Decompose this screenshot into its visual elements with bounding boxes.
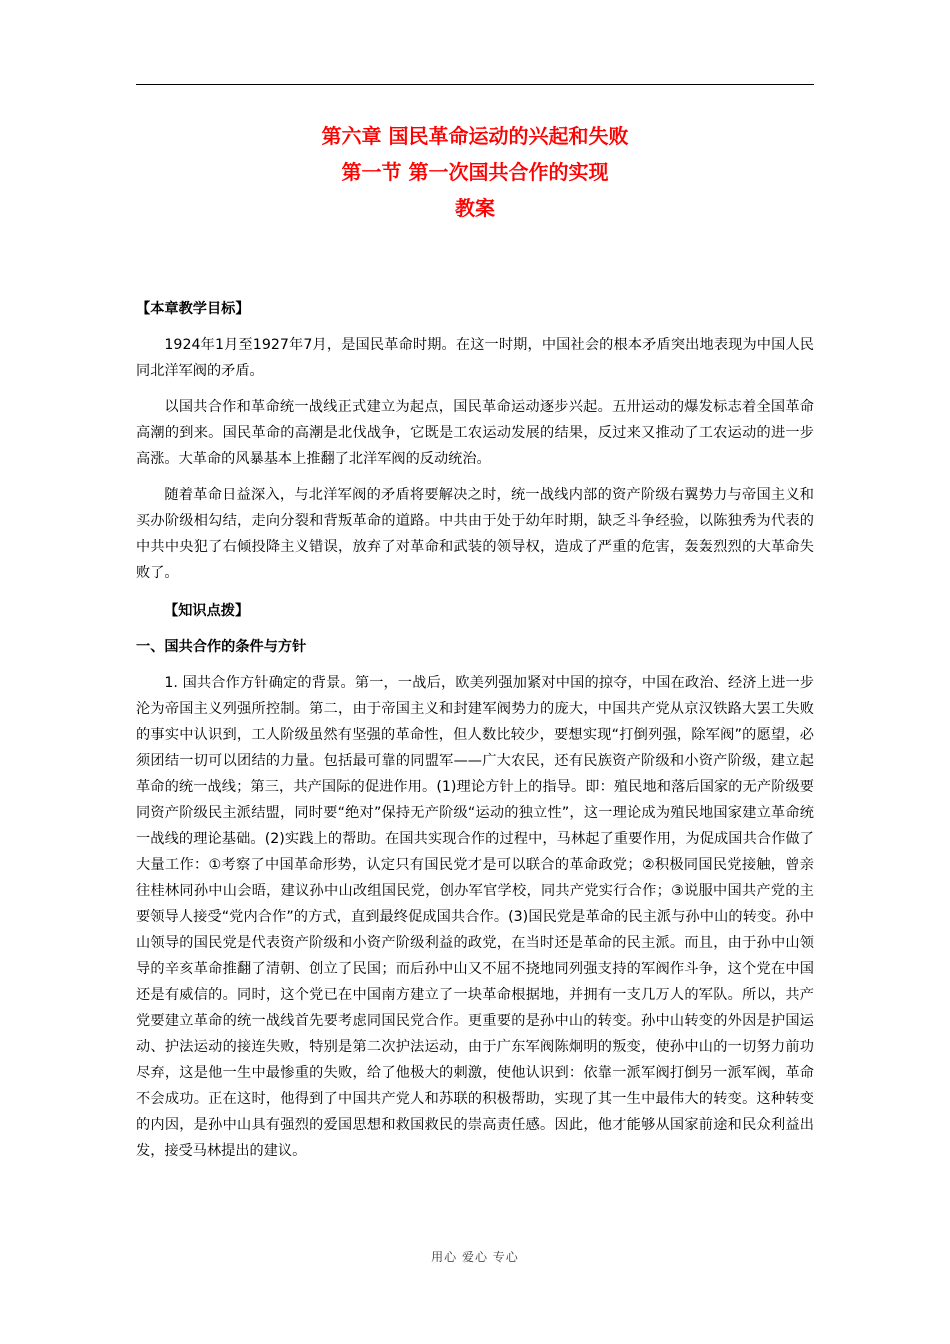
knowledge-heading: 【知识点拨】: [164, 603, 250, 619]
objectives-paragraph-3: 随着革命日益深入，与北洋军阀的矛盾将要解决之时，统一战线内部的资产阶级右翼势力与帝国主义和买办阶级相勾结，走向分裂和背叛革命的道路。中共由于处于幼年时期，缺乏斗争经验，以陈独秀为代表的中共中央犯了右倾投降主义错误，放弃了对革命和武装的领导权，造成了严重的危害，轰轰烈烈的大革命失败了。: [136, 487, 814, 581]
doc-type-title: 教案: [455, 196, 495, 220]
page-footer: 用心 爱心 专心: [431, 1250, 519, 1264]
objectives-paragraph-2: 以国共合作和革命统一战线正式建立为起点，国民革命运动逐步兴起。五卅运动的爆发标志着全国革命高潮的到来。国民革命的高潮是北伐战争，它既是工农运动发展的结果，反过来又推动了工农运动的进一步高涨。大革命的风暴基本上推翻了北洋军阀的反动统治。: [136, 399, 814, 467]
header-rule: [136, 84, 814, 85]
point-1-paragraph: 1. 国共合作方针确定的背景。第一，一战后，欧美列强加紧对中国的掠夺，中国在政治、经济上进一步沦为帝国主义列强所控制。第二，由于帝国主义和封建军阀势力的庞大，中国共产党从京汉铁路大罢工失败的事实中认识到，工人阶级虽然有坚强的革命性，但人数比较少，要想实现“打倒列强，除军阀”的愿望，必须团结一切可以团结的力量。包括最可靠的同盟军——广大农民，还有民族资产阶级和小资产阶级，建立起革命的统一战线；第三，共产国际的促进作用。(1)理论方针上的指导。即：殖民地和落后国家的无产阶级要同资产阶级民主派结盟，同时要“绝对”保持无产阶级“运动的独立性”，这一理论成为殖民地国家建立革命统一战线的理论基础。(2)实践上的帮助。在国共实现合作的过程中，马林起了重要作用，为促成国共合作做了大量工作：①考察了中国革命形势，认定只有国民党才是可以联合的革命政党；②积极同国民党接触，曾亲往桂林同孙中山会晤，建议孙中山改组国民党，创办军官学校，同共产党实行合作；③说服中国共产党的主要领导人接受“党内合作”的方式，直到最终促成国共合作。(3)国民党是革命的民主派与孙中山的转变。孙中山领导的国民党是代表资产阶级和小资产阶级利益的政党，在当时还是革命的民主派。而且，由于孙中山领导的辛亥革命推翻了清朝、创立了民国；而后孙中山又不屈不挠地同列强支持的军阀作斗争，这个党在中国还是有威信的。同时，这个党已在中国南方建立了一块革命根据地，并拥有一支几万人的军队。所以，共产党要建立革命的统一战线首先要考虑同国民党合作。更重要的是孙中山的转变。孙中山转变的外因是护国运动、护法运动的接连失败，特别是第二次护法运动，由于广东军阀陈炯明的叛变，使孙中山的一切努力前功尽弃，这是他一生中最惨重的失败，给了他极大的刺激，使他认识到：依靠一派军阀打倒另一派军阀，革命不会成功。正在这时，他得到了中国共产党人和苏联的积极帮助，实现了其一生中最伟大的转变。这种转变的内因，是孙中山具有强烈的爱国思想和救国救民的崇高责任感。因此，他才能够从国家前途和民众利益出发，接受马林提出的建议。: [136, 675, 814, 1159]
objectives-paragraph-1: 1924年1月至1927年7月，是国民革命时期。在这一时期，中国社会的根本矛盾突出地表现为中国人民同北洋军阀的矛盾。: [136, 337, 814, 379]
subheading-conditions: 一、国共合作的条件与方针: [136, 639, 307, 655]
document-body: [136, 296, 814, 1164]
section-title: 第一节 第一次国共合作的实现: [341, 160, 609, 184]
objectives-heading: 【本章教学目标】: [136, 301, 250, 317]
chapter-title: 第六章 国民革命运动的兴起和失败: [321, 124, 629, 148]
title-block: [136, 118, 814, 226]
